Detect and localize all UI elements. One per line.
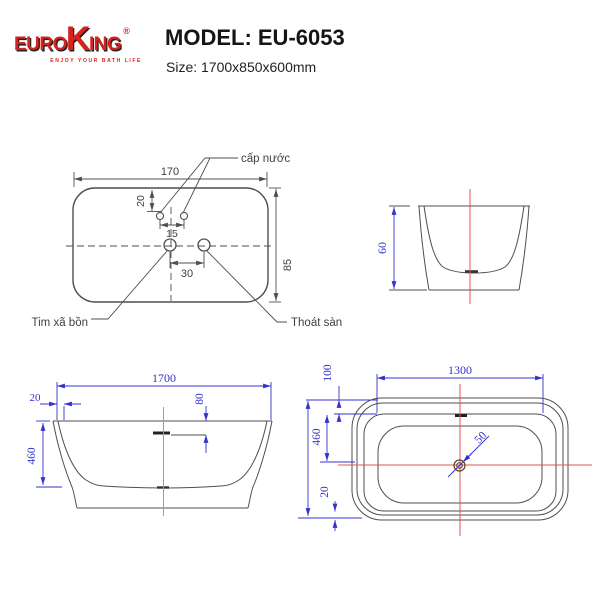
side-elevation-view	[26, 371, 272, 516]
dim-text-30: 30	[180, 268, 194, 280]
dim-text-20: 20	[29, 392, 41, 404]
tub-inner-right-curve	[221, 421, 267, 486]
dim-text-85: 85	[282, 258, 294, 272]
dim-text-15: 15	[166, 228, 178, 240]
end-elevation-view	[375, 189, 530, 304]
label-water-supply: cấp nước	[241, 153, 291, 165]
size-subtitle: Size: 1700x850x600mm	[166, 59, 317, 75]
dim-text-50: 50	[472, 429, 490, 447]
tub-outer-left-wall	[419, 206, 429, 290]
leader-drain-center	[91, 251, 167, 319]
logo-text-euro: EURO	[14, 34, 67, 55]
dim-text-1300: 1300	[448, 363, 472, 377]
floor-drain-hole	[198, 239, 210, 251]
registered-trademark-icon: ®	[123, 26, 130, 36]
dim-text-1700: 1700	[152, 371, 176, 385]
logo-text-k: K	[65, 20, 90, 58]
dim-text-460: 460	[26, 447, 38, 465]
dim-text-460: 460	[311, 428, 323, 446]
tub-inner-left-curve	[58, 421, 104, 486]
drain-hole	[164, 239, 176, 251]
dim-text-60: 60	[375, 242, 389, 254]
dim-text-170: 170	[160, 166, 180, 178]
logo-tagline: ENJOY YOUR BATH LIFE	[50, 58, 142, 64]
tub-inner-basin	[424, 206, 524, 273]
leader-drain-arrow	[463, 453, 472, 462]
logo-text-ing: ING	[88, 34, 122, 55]
model-title: MODEL: EU-6053	[165, 25, 345, 50]
dim-text-80: 80	[194, 393, 206, 405]
dim-text-20: 20	[319, 486, 331, 498]
tub-outline	[73, 188, 268, 302]
top-view-hole-layout	[32, 153, 343, 329]
water-supply-hole-left	[156, 212, 163, 219]
leader-floor-drain	[207, 251, 287, 322]
label-floor-drain: Thoát sàn	[291, 317, 343, 329]
tub-outer-right-wall	[519, 206, 529, 290]
plan-view	[298, 363, 592, 536]
leader-water-supply-2	[183, 158, 210, 213]
label-drain-center: Tim xã bồn	[31, 317, 88, 329]
dim-text-20: 20	[135, 195, 147, 207]
dim-text-100: 100	[322, 364, 334, 382]
water-supply-hole-right	[180, 212, 187, 219]
